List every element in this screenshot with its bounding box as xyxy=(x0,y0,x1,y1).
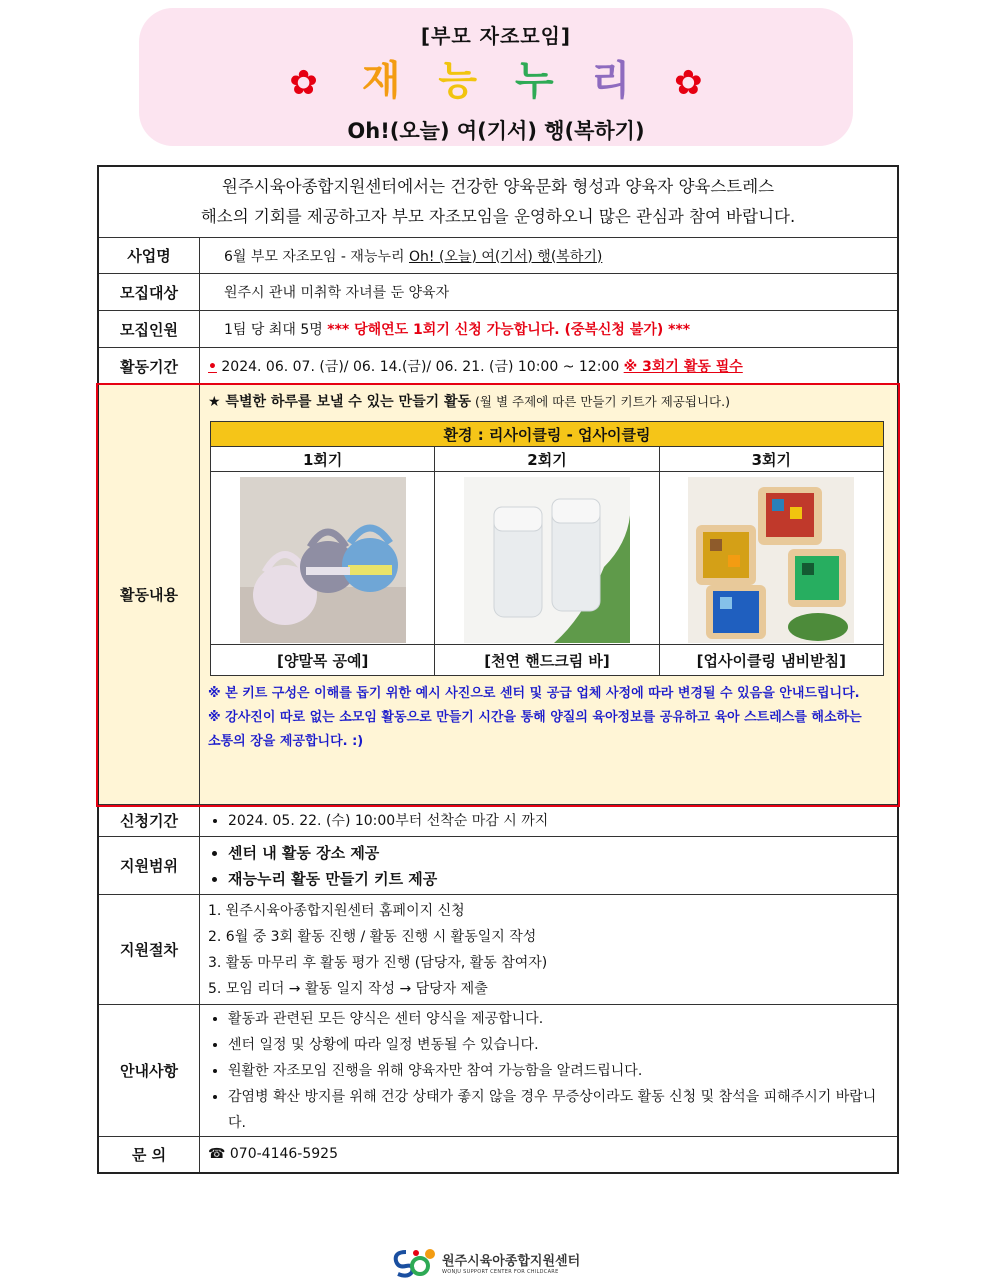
support-item: • 센터 내 활동 장소 제공 xyxy=(228,840,889,866)
support-item: • 재능누리 활동 만들기 키트 제공 xyxy=(228,866,889,892)
activity-row xyxy=(98,385,898,805)
session-2-title: 2회기 xyxy=(435,447,659,472)
hand-cream-bar-image xyxy=(464,477,630,643)
notice-item: • 감염병 확산 방지를 위해 건강 상태가 좋지 않을 경우 무증상이라도 활동 신청 및 참석을 피해주시기 바랍니다. xyxy=(228,1084,889,1136)
contact-label: 문 의 xyxy=(98,1137,200,1173)
banner-title xyxy=(139,55,853,109)
apply-label: 신청기간 xyxy=(98,805,200,837)
title-char-2: 능 xyxy=(438,58,478,104)
session-1-title: 1회기 xyxy=(211,447,435,472)
contact-phone: ☎ 070-4146-5925 xyxy=(200,1137,899,1173)
session-3-photo xyxy=(659,472,883,645)
kit-note-2: ※ 강사진이 따로 없는 소모임 활동으로 만들기 시간을 통해 양질의 육아정보를 공유하고 육아 스트레스를 해소하는 소통의 장을 제공합니다. :) xyxy=(208,710,862,749)
period-value: • 2024. 06. 07. (금)/ 06. 14.(금)/ 06. 21. (금) 10:00 ~ 12:00 ※ 3회기 활동 필수 xyxy=(200,348,899,385)
period-label: 활동기간 xyxy=(98,348,200,385)
info-table xyxy=(97,165,899,1174)
session-1-caption: [양말목 공예] xyxy=(211,645,435,676)
recruit-label: 모집인원 xyxy=(98,311,200,348)
banner-subtitle: Oh!(오늘) 여(기서) 행(복하기) xyxy=(347,119,645,143)
title-char-4: 리 xyxy=(591,58,631,104)
session-2-caption: [천연 핸드크림 바] xyxy=(435,645,659,676)
target-value: 원주시 관내 미취학 자녀를 둔 양육자 xyxy=(200,274,899,311)
session-1-photo xyxy=(211,472,435,645)
apply-value: • 2024. 05. 22. (수) 10:00부터 선착순 마감 시 까지 xyxy=(200,805,899,837)
title-char-3: 누 xyxy=(514,58,554,104)
session-3-title: 3회기 xyxy=(659,447,883,472)
intro-line-1: 원주시육아종합지원센터에서는 건강한 양육문화 형성과 양육자 양육스트레스 xyxy=(221,177,775,196)
notice-label: 안내사항 xyxy=(98,1005,200,1137)
procedure-step: 1. 원주시육아종합지원센터 홈페이지 신청 xyxy=(208,902,465,919)
notice-item: • 센터 일정 및 상황에 따라 일정 변동될 수 있습니다. xyxy=(228,1032,889,1058)
title-char-1: 재 xyxy=(361,58,401,104)
activity-content xyxy=(200,385,899,805)
activity-headline: ★ 특별한 하루를 보낼 수 있는 만들기 활동 (월 별 주제에 따른 만들기 키트가 제공됩니다.) xyxy=(208,394,730,410)
activity-label: 활동내용 xyxy=(98,385,200,805)
flower-icon: ✿ xyxy=(289,63,318,103)
target-label: 모집대상 xyxy=(98,274,200,311)
org-logo-icon xyxy=(392,1246,438,1278)
project-value: 6월 부모 자조모임 - 재능누리 Oh! (오늘) 여(기서) 행(복하기) xyxy=(200,238,899,274)
intro-line-2: 해소의 기회를 제공하고자 부모 자조모임을 운영하오니 많은 관심과 참여 바랍니다. xyxy=(200,207,796,226)
recruit-value: 1팀 당 최대 5명 *** 당해연도 1회기 신청 가능합니다. (중복신청 불가) *** xyxy=(200,311,899,348)
session-3-caption: [업사이클링 냄비받침] xyxy=(659,645,883,676)
project-label: 사업명 xyxy=(98,238,200,274)
banner-category: [부모 자조모임] xyxy=(420,24,572,48)
notice-item: • 원활한 자조모임 진행을 위해 양육자만 참여 가능함을 알려드립니다. xyxy=(228,1058,889,1084)
kit-theme: 환경 : 리사이클링 - 업사이클링 xyxy=(211,422,884,447)
org-name-en: WONJU SUPPORT CENTER FOR CHILDCARE xyxy=(442,1268,559,1275)
notice-value xyxy=(200,1005,899,1137)
procedure-step: 5. 모임 리더 → 활동 일지 작성 → 담당자 제출 xyxy=(208,980,488,997)
org-footer xyxy=(392,1244,580,1280)
intro-text xyxy=(98,166,898,238)
notice-item: • 활동과 관련된 모든 양식은 센터 양식을 제공합니다. xyxy=(228,1006,889,1032)
procedure-step: 2. 6월 중 3회 활동 진행 / 활동 진행 시 활동일지 작성 xyxy=(208,928,537,945)
kit-note-1: ※ 본 키트 구성은 이해를 돕기 위한 예시 사진으로 센터 및 공급 업체 사정에 따라 변경될 수 있음을 안내드립니다. xyxy=(208,686,860,701)
knitted-basket-image xyxy=(240,477,406,643)
title-banner xyxy=(139,8,853,146)
procedure-label: 지원절차 xyxy=(98,895,200,1005)
procedure-step: 3. 활동 마무리 후 활동 평가 진행 (담당자, 활동 참여자) xyxy=(208,954,548,971)
session-2-photo xyxy=(435,472,659,645)
mosaic-trivet-image xyxy=(688,477,854,643)
kit-table xyxy=(210,421,884,676)
procedure-value xyxy=(200,895,899,1005)
flower-icon: ✿ xyxy=(674,63,703,103)
org-name: 원주시육아종합지원센터 xyxy=(442,1253,581,1269)
support-value xyxy=(200,837,899,895)
support-label: 지원범위 xyxy=(98,837,200,895)
